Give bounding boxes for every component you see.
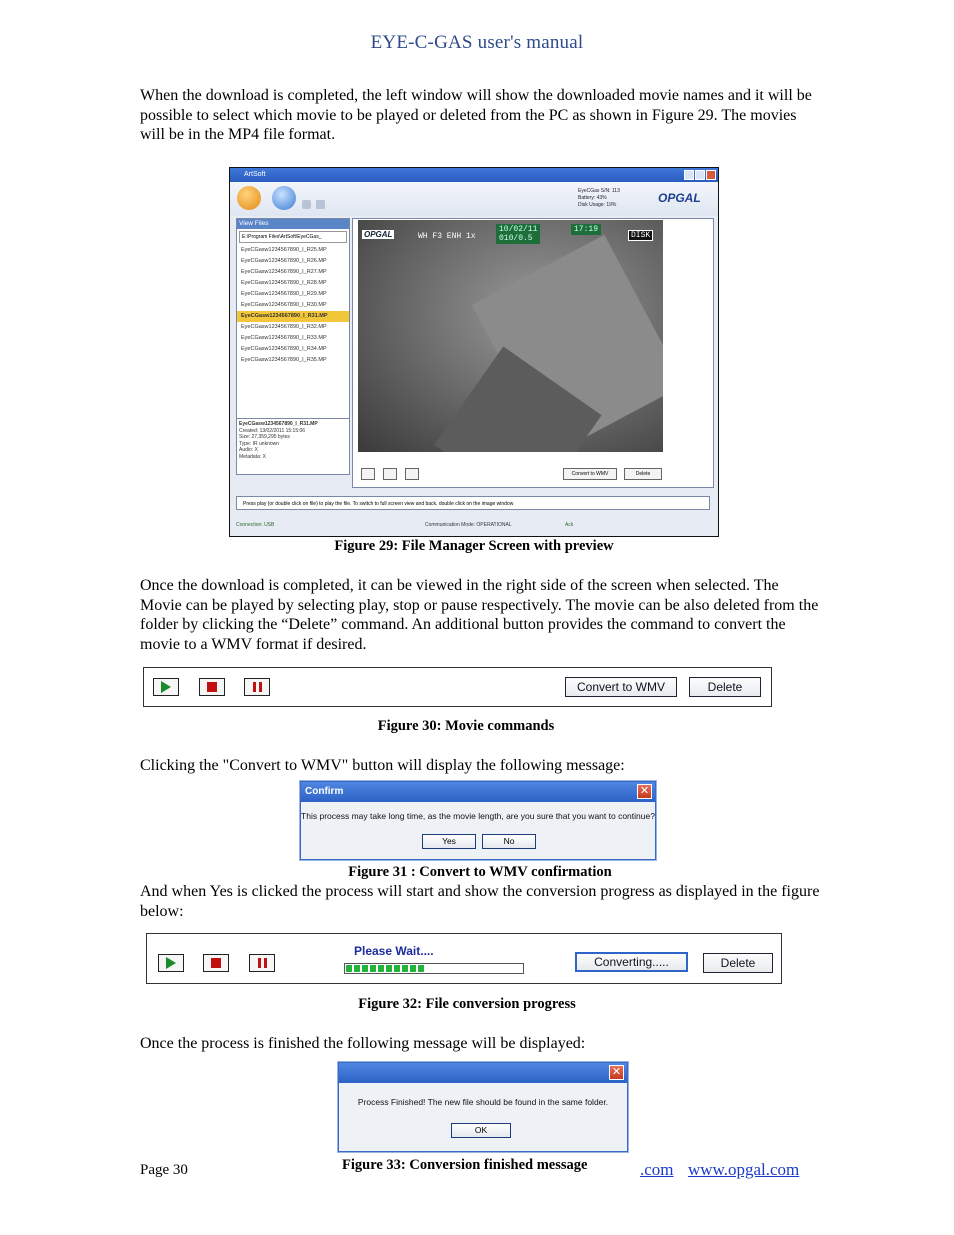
overlay-sub: 010/0.5 xyxy=(499,234,533,243)
mini-stop-button[interactable] xyxy=(383,468,397,480)
footer-link-1[interactable]: .com xyxy=(640,1160,674,1179)
mini-delete-button[interactable]: Delete xyxy=(624,468,662,480)
finished-message: Process Finished! The new file should be found in the same folder. xyxy=(357,1097,609,1107)
video-preview[interactable] xyxy=(358,220,663,452)
play-button[interactable] xyxy=(158,954,184,972)
footer-link-opgal[interactable]: www.opgal.com xyxy=(688,1160,800,1179)
pause-button[interactable] xyxy=(244,678,270,696)
maximize-icon[interactable] xyxy=(695,170,705,180)
stop-button[interactable] xyxy=(203,954,229,972)
window-titlebar xyxy=(230,168,718,182)
play-button[interactable] xyxy=(153,678,179,696)
overlay-date-block xyxy=(496,224,540,244)
file-item-selected[interactable]: EyeCGasw1234567890_I_R31.MP xyxy=(237,311,349,322)
detail-audio: Audio: X xyxy=(239,447,258,453)
play-icon xyxy=(166,957,176,969)
device-disk-usage: Disk Usage: 19% xyxy=(578,202,617,208)
converting-button[interactable]: Converting..... xyxy=(575,952,688,972)
finished-dialog-titlebar xyxy=(339,1063,627,1083)
overlay-mode: WH F3 ENH 1x xyxy=(418,232,476,241)
close-icon[interactable]: ✕ xyxy=(609,1065,624,1080)
file-manager-screenshot xyxy=(229,167,719,537)
communication-mode: Communication Mode: OPERATIONAL xyxy=(425,522,512,528)
paragraph-intro: When the download is completed, the left window will show the downloaded movie names and it will be possible to select which movie to be played or deleted from the PC as shown in Figure 29. The movies will be in the MP4 file format. xyxy=(140,87,812,143)
close-icon[interactable] xyxy=(706,170,716,180)
file-item[interactable]: EyeCGasw1234567890_I_R35.MP xyxy=(241,357,327,363)
page-number: Page 30 xyxy=(140,1162,188,1178)
file-item[interactable]: EyeCGasw1234567890_I_R28.MP xyxy=(241,280,327,286)
page-header-title: EYE-C-GAS user's manual xyxy=(370,32,584,53)
file-item[interactable]: EyeCGasw1234567890_I_R26.MP xyxy=(241,258,327,264)
detail-metadata: Metadata: X xyxy=(239,453,266,460)
file-list xyxy=(237,245,349,366)
detail-type: Type: IR unknown xyxy=(239,440,280,447)
figure-32-caption: Figure 32: File conversion progress xyxy=(358,996,576,1012)
view-files-header: View Files xyxy=(237,219,349,229)
paragraph-convert: Clicking the "Convert to WMV" button will display the following message: xyxy=(140,757,625,774)
file-item[interactable]: EyeCGasw1234567890_I_R27.MP xyxy=(241,269,327,275)
conversion-progress xyxy=(344,963,524,974)
file-details xyxy=(237,418,349,474)
confirm-dialog-title: Confirm xyxy=(301,782,655,802)
mini-convert-button[interactable]: Convert to WMV xyxy=(563,468,617,480)
status-message: Press play (or double click on file) to play the file. To switch to full screen view and back, double click on the image window xyxy=(236,496,710,510)
paragraph-playback: Once the download is completed, it can be viewed in the right side of the screen when selected. The Movie can be played by selecting play, stop or pause respectively. The movie can be also deleted from the folder by clicking the “Delete” command. An additional button provides the command to convert the movie to a WMV format if desired. xyxy=(140,577,819,653)
overlay-disk: DISK xyxy=(628,230,653,241)
print-icon[interactable] xyxy=(302,200,311,209)
home-icon[interactable] xyxy=(237,186,261,210)
file-list-panel xyxy=(236,218,350,475)
confirm-dialog xyxy=(300,781,656,860)
figure-33-caption: Figure 33: Conversion finished message xyxy=(342,1157,588,1173)
window-controls xyxy=(684,170,716,180)
file-item[interactable]: EyeCGasw1234567890_I_R25.MP xyxy=(241,247,327,253)
pause-icon xyxy=(258,958,267,968)
mini-pause-button[interactable] xyxy=(405,468,419,480)
progress-fill xyxy=(346,965,425,972)
file-item[interactable]: EyeCGasw1234567890_I_R30.MP xyxy=(241,302,327,308)
delete-button[interactable]: Delete xyxy=(689,677,761,697)
figure-30-caption: Figure 30: Movie commands xyxy=(377,718,555,734)
search-icon[interactable] xyxy=(272,186,296,210)
file-item[interactable]: EyeCGasw1234567890_I_R29.MP xyxy=(241,291,327,297)
ok-button[interactable]: OK xyxy=(451,1123,511,1138)
file-item[interactable]: EyeCGasw1234567890_I_R32.MP xyxy=(241,324,327,330)
mini-play-button[interactable] xyxy=(361,468,375,480)
detail-created: Created: 13/02/2011 15:15:06 xyxy=(239,427,306,434)
movie-commands-bar xyxy=(143,667,772,707)
pause-button[interactable] xyxy=(249,954,275,972)
delete-button[interactable]: Delete xyxy=(703,953,773,973)
ack-status: Ack xyxy=(565,522,574,528)
play-icon xyxy=(161,681,171,693)
connection-status: Connection: USB xyxy=(236,522,275,528)
overlay-logo: OPGAL xyxy=(364,230,393,239)
folder-path-input[interactable]: E:\Program Files\ArtSoft\EyeCGas_ xyxy=(239,231,347,243)
stop-icon xyxy=(211,958,221,968)
no-button[interactable]: No xyxy=(482,834,536,849)
paragraph-finished: Once the process is finished the following message will be displayed: xyxy=(140,1035,586,1052)
overlay-time: 17:19 xyxy=(571,224,601,235)
conversion-progress-bar xyxy=(146,933,782,984)
mail-icon[interactable] xyxy=(316,200,325,209)
process-finished-dialog xyxy=(338,1062,628,1152)
convert-to-wmv-button[interactable]: Convert to WMV xyxy=(565,677,677,697)
window-title: ArtSoft xyxy=(244,171,266,178)
file-item[interactable]: EyeCGasw1234567890_I_R33.MP xyxy=(241,335,327,341)
device-battery: Battery: 43% xyxy=(578,195,607,201)
figure-31-caption: Figure 31 : Convert to WMV confirmation xyxy=(348,864,612,880)
stop-icon xyxy=(207,682,217,692)
please-wait-label: Please Wait.... xyxy=(354,944,434,958)
minimize-icon[interactable] xyxy=(684,170,694,180)
stop-button[interactable] xyxy=(199,678,225,696)
yes-button[interactable]: Yes xyxy=(422,834,476,849)
figure-29-caption: Figure 29: File Manager Screen with preview xyxy=(334,538,614,554)
file-item[interactable]: EyeCGasw1234567890_I_R34.MP xyxy=(241,346,327,352)
device-serial: EyeCGas S/N: 113 xyxy=(578,188,620,194)
app-toolbar xyxy=(230,182,718,216)
opgal-logo: OPGAL xyxy=(658,191,701,205)
detail-filename: EyeCGasw1234567890_I_R31.MP xyxy=(239,421,318,427)
pause-icon xyxy=(253,682,262,692)
overlay-date: 10/02/11 xyxy=(499,225,538,234)
confirm-message: This process may take long time, as the movie length, are you sure that you want to continue? xyxy=(301,811,655,821)
paragraph-progress: And when Yes is clicked the process will start and show the conversion progress as displayed in the figure below: xyxy=(140,883,820,920)
detail-size: Size: 27,359,295 bytes xyxy=(239,434,290,440)
close-icon[interactable]: ✕ xyxy=(637,784,652,799)
device-info xyxy=(578,188,620,209)
